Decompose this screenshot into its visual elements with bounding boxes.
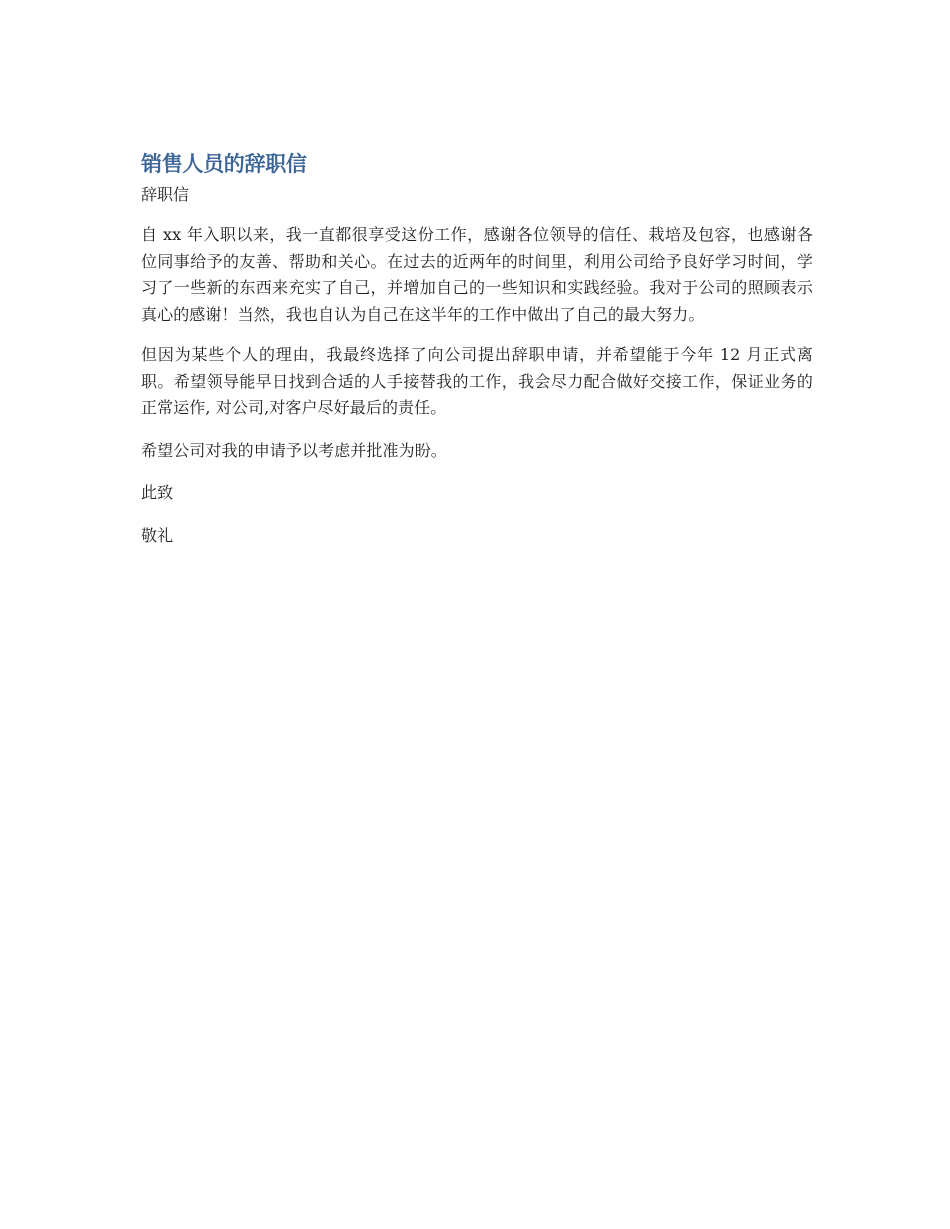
document-title: 销售人员的辞职信 xyxy=(141,152,307,176)
document-page xyxy=(141,148,813,549)
closing-regards: 敬礼 xyxy=(141,525,174,545)
paragraph-request: 希望公司对我的申请予以考虑并批准为盼。 xyxy=(141,440,447,460)
document-subtitle: 辞职信 xyxy=(141,185,190,204)
paragraph-intro: 自 xx 年入职以来，我一直都很享受这份工作，感谢各位领导的信任、栽培及包容，也感谢各位同事给予的友善、帮助和关心。在过去的近两年的时间里，利用公司给予良好学习时间，学习了一些新的东西来充实了自己，并增加自己的一些知识和实践经验。我对于公司的照顾表示真心的感谢！当然，我也自认为自己在这半年的工作中做出了自己的最大努力。 xyxy=(141,225,813,324)
paragraph-reason: 但因为某些个人的理由，我最终选择了向公司提出辞职申请，并希望能于今年 12 月正式离职。希望领导能早日找到合适的人手接替我的工作，我会尽力配合做好交接工作，保证业务的正常运作, 对公司,对客户尽好最后的责任。 xyxy=(141,345,813,417)
closing-salutation: 此致 xyxy=(141,483,174,502)
